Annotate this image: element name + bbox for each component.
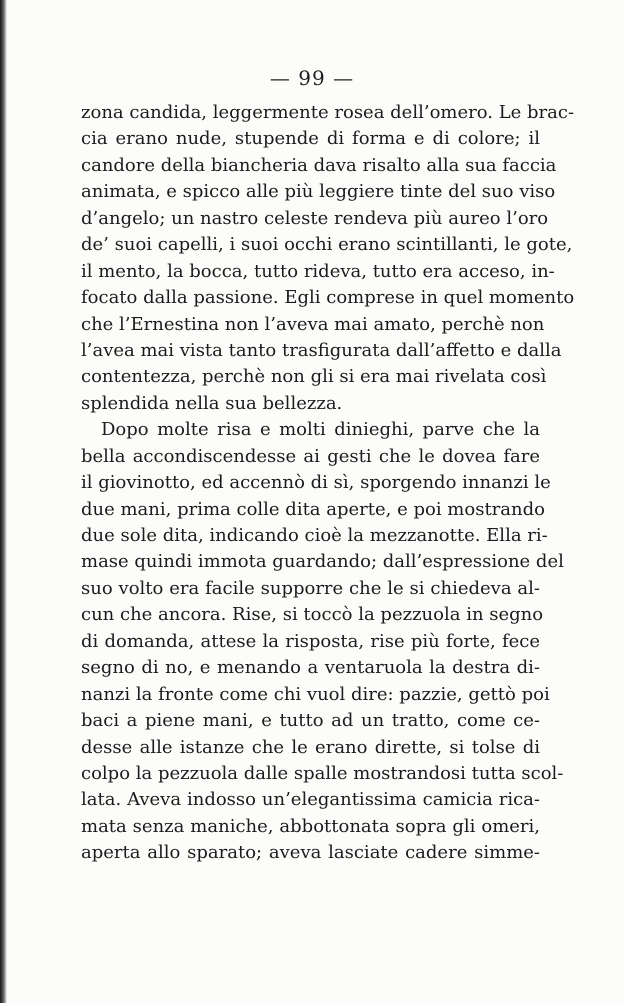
text-line: contentezza, perchè non gli si era mai rivelata così (81, 366, 547, 388)
text-line: animata, e spicco alle più leggiere tinte del suo viso (81, 181, 556, 203)
text-line: suo volto era facile supporre che le si chiedeva al- (81, 577, 540, 599)
text-line: candore della biancheria dava risalto alla sua faccia (81, 154, 557, 176)
page-number: — 99 — (269, 66, 355, 90)
text-line: nanzi la fronte come chi vuol dire: pazzie, gettò poi (81, 683, 550, 705)
text-line: mase quindi immota guardando; dall’espressione del (81, 551, 564, 573)
text-line: de’ suoi capelli, i suoi occhi erano scintillanti, le gote, (81, 234, 573, 256)
text-line: desse alle istanze che le erano dirette, si tolse di (81, 736, 540, 758)
text-line: il giovinotto, ed accennò di sì, sporgendo innanzi le (81, 472, 551, 494)
text-line: mata senza maniche, abbottonata sopra gli omeri, (81, 815, 540, 837)
text-line: d’angelo; un nastro celeste rendeva più aureo l’oro (81, 207, 549, 229)
text-line: cun che ancora. Rise, si toccò la pezzuola in segno (81, 604, 544, 626)
text-line: bella accondiscendesse ai gesti che le dovea fare (81, 445, 540, 467)
text-line: zona candida, leggermente rosea dell’omero. Le brac- (81, 102, 575, 123)
text-line: che l’Ernestina non l’aveva mai amato, perchè non (81, 313, 545, 335)
text-line: Dopo molte risa e molti dinieghi, parve che la (101, 419, 540, 441)
text-line: di domanda, attese la risposta, rise più forte, fece (81, 630, 540, 652)
text-line: l’avea mai vista tanto trasfigurata dall’affetto e dalla (81, 339, 562, 361)
text-line: il mento, la bocca, tutto rideva, tutto era acceso, in- (81, 260, 555, 282)
text-line: aperta allo sparato; aveva lasciate cadere simme- (81, 842, 540, 864)
body-text (81, 100, 575, 867)
text-line: cia erano nude, stupende di forma e di colore; il (81, 128, 540, 150)
text-line: lata. Aveva indosso un’elegantissima camicia rica- (81, 789, 540, 811)
text-line: focato dalla passione. Egli comprese in quel momento (81, 287, 575, 309)
text-line: colpo la pezzuola dalle spalle mostrandosi tutta scol- (81, 762, 564, 784)
text-line: segno di no, e menando a ventaruola la destra di- (81, 657, 540, 679)
page-spine-shadow (0, 0, 7, 1003)
text-line: splendida nella sua bellezza. (81, 392, 343, 414)
text-line: due mani, prima colle dita aperte, e poi mostrando (81, 498, 545, 520)
text-line: due sole dita, indicando cioè la mezzanotte. Ella ri- (81, 525, 548, 546)
text-line: baci a piene mani, e tutto ad un tratto, come ce- (81, 710, 540, 732)
